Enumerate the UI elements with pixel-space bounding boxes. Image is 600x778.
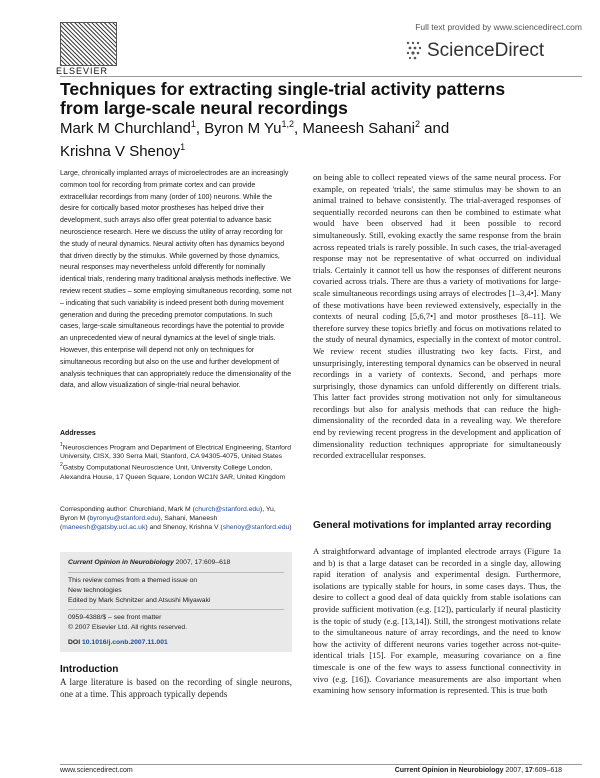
body-text-col2-part2: A straightforward advantage of implanted electrode arrays (Figure 1a and b) is that a large dataset can be recorded in a single day, allowing rapid iteration of analysis and experimental design. Furthermore, isolations are typically stable for hours, in some cases days. Thus, the desire to collect a good deal of data quickly from stable isolations can provide sufficient motivation (e.g. [12]), particularly if neural plasticity is the topic of study (e.g. [13,14]). Still, the strongest motivations relate to the simultaneous nature of array recordings, and the need to know how the activity of different neurons varies together across not-quite-identical trials [15]. For example, measuring covariance on a fine timescale is one of the few ways to assess functional connectivity in vivo (e.g. [16]). Covariance measurements are also important when examining how sensory information is represented. This is true both [313, 546, 561, 696]
publisher-name: ELSEVIER [56, 66, 109, 76]
body-text-col2-part1: on being able to collect repeated views of the same neural process. For example, on repeated 'trials', the same stimulus may be shown to an animal trained to behave consistently. The trial-averaged responses of sequentially recorded neurons can then be combined to estimate what would have been observed had it been possible to record simultaneously. Still, evoking exactly the same response from the brain across repeated trials is rarely possible. In such cases, the trial-averaged response may not be representative of what occurred on individual trials. Certainly it cannot tell us how the responses of different neurons covaried across trials. There are thus a variety of motivations for large-scale simultaneous recordings using arrays of electrodes [1–3,4•]. Many of these motivations have been reviewed extensively, especially in the contexts of neural coding [5,6,7•] and motor prostheses [8–11]. We therefore survey these topics briefly and focus on motivations related to the study of neural dynamics, especially in the context of motor control. We review recent studies illustrating two key facts. First, and unsurprisingly, interesting temporal dynamics can be observed in neural recordings in a variety of contexts. Second, and perhaps more surprisingly, those dynamics can unfold differently on different trials. This latter fact provides strong motivation not only for simultaneous recordings but also for analysis methods that can reduce the high-dimensionality of the recorded data in a revealing way. We therefore end by reviewing recent progress in the development and application of dimensionality reduction techniques appropriate for simultaneously recorded extracellular responses. [313, 172, 561, 461]
email-link-sahani[interactable]: maneesh@gatsby.ucl.ac.uk [62, 524, 146, 532]
journal-info-box [60, 552, 292, 652]
abstract-text: Large, chronically implanted arrays of microelectrodes are an increasingly common tool for recording from primate cortex and can provide extracellular recordings from many (order of 100) neurons. While the desire for cortically based motor prostheses has helped drive their development, such arrays also offer great potential to advance basic neuroscience research. Here we discuss the utility of array recording for the study of neural dynamics. Neural activity often has dynamics beyond that driven directly by the stimulus. While governed by those dynamics, neural responses may nevertheless unfold differently for nominally identical trials, rendering many traditional analysis methods ineffective. We review recent studies – some employing simultaneous recording, some not – indicating that such variability is indeed present both during movement generation and during the preceding premotor computations. In such cases, large-scale simultaneous recordings have the potential to provide an unprecedented view of neural dynamics at the level of single trials. However, this enterprise will depend not only on techniques for simultaneous recording but also on the use and further development of analysis techniques that can appropriately reduce the dimensionality of the data, and allow visualization of single-trial neural behavior. [60, 170, 292, 390]
author-4: Krishna V Shenoy [60, 143, 181, 160]
info-theme: New technologies [68, 587, 122, 594]
email-link-churchland[interactable]: church@stanford.edu [194, 506, 260, 513]
elsevier-tree-logo [60, 22, 117, 66]
addresses-block [60, 441, 292, 482]
corr-prefix: Corresponding author: Churchland, Mark M ( [60, 506, 195, 513]
info-journal-rest: 2007, 17:609–618 [173, 559, 231, 566]
correspondence-block [60, 505, 292, 533]
addresses-heading: Addresses [60, 430, 96, 437]
address-2-num: 2 [60, 462, 63, 469]
author-and: and [419, 120, 450, 137]
author-1: Mark M Churchland [60, 120, 191, 137]
address-2: Gatsby Computational Neuroscience Unit, University College London, Alexandra House, 17 Queen Square, London WC1N 3AR, United Kingdom [60, 464, 286, 481]
address-1-num: 1 [60, 442, 63, 448]
info-doi-label: DOI [68, 639, 82, 646]
footer-citation [395, 767, 562, 774]
email-link-shenoy[interactable]: shenoy@stanford.edu [222, 524, 290, 532]
section-heading-motivations: General motivations for implanted array recording [313, 520, 552, 531]
footer-year: 2007, [503, 767, 525, 774]
address-1: Neurosciences Program and Department of Electrical Engineering, Stanford University, CISX, 330 Serra Mall, Stanford, CA 94305-4075, United States [60, 444, 291, 461]
author-2-affil: 1,2 [281, 119, 295, 129]
header-rule [60, 76, 582, 77]
info-separator-2 [68, 609, 284, 610]
author-2: , Byron M Yu [195, 120, 282, 137]
author-1-affil: 1 [190, 119, 196, 129]
doi-link[interactable]: 10.1016/j.conb.2007.11.001 [81, 639, 168, 646]
sciencedirect-wordmark: ScienceDirect [427, 40, 545, 61]
fulltext-note[interactable]: Full text provided by www.sciencedirect.com [415, 22, 582, 32]
sciencedirect-logo[interactable] [405, 36, 575, 66]
info-separator-1 [68, 572, 284, 573]
author-3-affil: 2 [414, 119, 420, 129]
footer-journal: Current Opinion in Neurobiology [394, 767, 504, 774]
info-editors: Edited by Mark Schnitzer and Atsushi Miyawaki [68, 597, 211, 604]
sciencedirect-dots-icon [405, 40, 423, 60]
email-link-yu[interactable]: byronyu@stanford.edu [89, 515, 159, 523]
footer-volume: 17 [525, 767, 533, 774]
corr-mid-1: ), Yu, Byron M ( [60, 506, 276, 523]
introduction-text: A large literature is based on the recording of single neurons, one at a time. This approach typically depends [60, 677, 292, 699]
info-journal-line [68, 559, 230, 566]
corr-mid-3: ) and Shenoy, Krishna V ( [145, 524, 223, 532]
info-themed-issue: This review comes from a themed issue on [68, 577, 198, 584]
info-journal: Current Opinion in Neurobiology [68, 559, 174, 566]
info-copyright: © 2007 Elsevier Ltd. All rights reserved. [68, 624, 188, 631]
info-issn: 0959-4388/$ – see front matter [68, 614, 162, 621]
author-3: , Maneesh Sahani [294, 120, 415, 137]
info-doi-line [68, 639, 168, 646]
corr-mid-2: ), Sahani, Maneesh ( [60, 515, 218, 532]
author-list [60, 115, 530, 161]
author-4-affil: 1 [180, 142, 186, 152]
footer-rule [60, 764, 582, 765]
introduction-heading: Introduction [60, 664, 119, 675]
article-title: Techniques for extracting single-trial activity patterns from large-scale neural recordings [60, 79, 506, 118]
footer-website[interactable]: www.sciencedirect.com [60, 767, 133, 774]
footer-pages: :609–618 [532, 767, 562, 774]
corr-suffix: ) [289, 524, 292, 532]
